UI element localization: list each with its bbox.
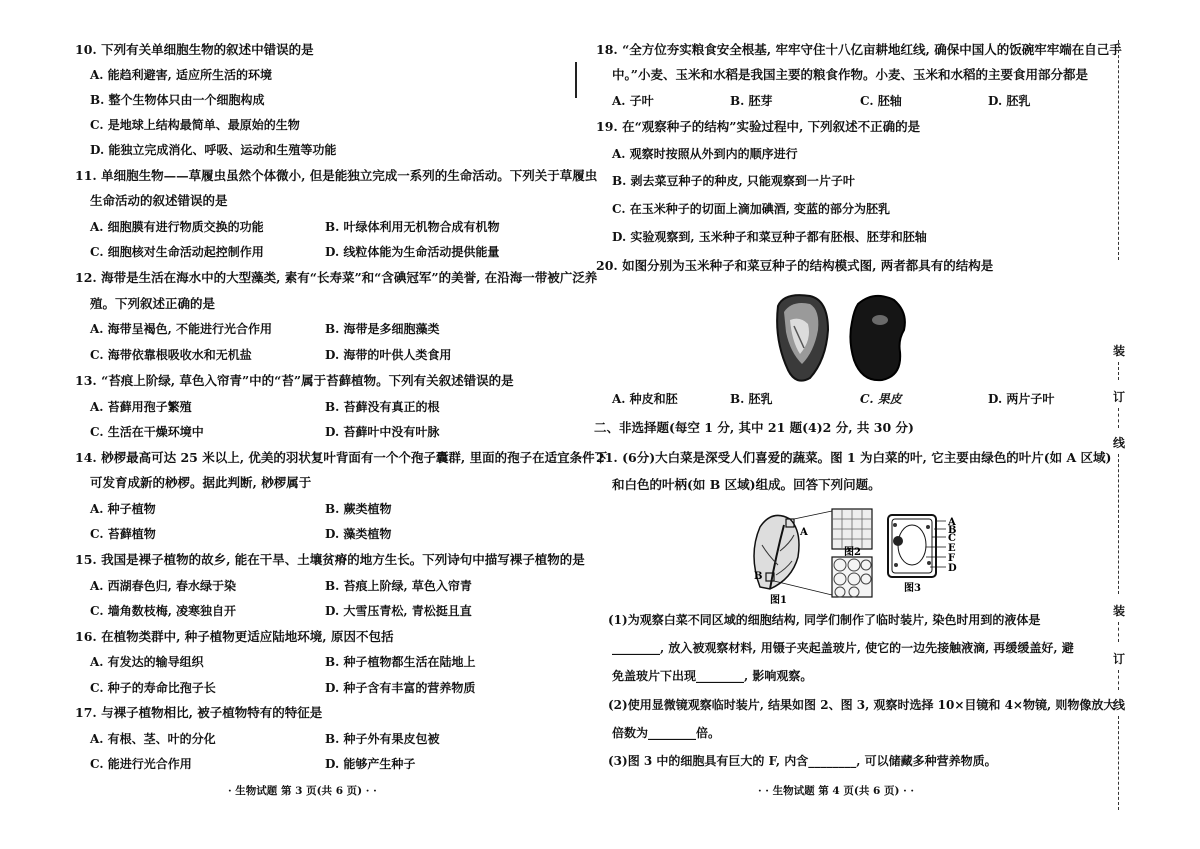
q10-option-c: C. 是地球上结构最简单、最原始的生物: [90, 118, 300, 132]
question-12-stem-cont: 殖。下列叙述正确的是: [90, 296, 216, 311]
q14-option-d: D. 藻类植物: [325, 527, 392, 541]
question-16-stem: 16. 在植物类群中, 种子植物更适应陆地环境, 原因不包括: [75, 629, 394, 644]
cell-label-F: F: [948, 553, 956, 564]
q16-option-d: D. 种子含有丰富的营养物质: [325, 681, 476, 695]
binding-margin: [1112, 40, 1126, 810]
binding-dash-line: [1118, 408, 1119, 428]
q17-option-c: C. 能进行光合作用: [90, 757, 192, 771]
question-14-stem-cont: 可发育成新的桫椤。据此判断, 桫椤属于: [90, 475, 312, 490]
q19-option-d: D. 实验观察到, 玉米种子和菜豆种子都有胚根、胚芽和胚轴: [612, 230, 927, 244]
q13-option-d: D. 苔藓叶中没有叶脉: [325, 425, 440, 439]
question-12-stem: 12. 海带是生活在海水中的大型藻类, 素有“长寿菜”和“含碘冠军”的美誉, 在沿海一带被广泛养: [75, 270, 598, 285]
q18-option-a: A. 子叶: [612, 94, 654, 108]
q19-option-a: A. 观察时按照从外到内的顺序进行: [612, 147, 798, 161]
q17-option-b: B. 种子外有果皮包被: [325, 732, 440, 746]
figure-2-caption: 图2: [844, 547, 861, 558]
binding-char: 订: [1112, 390, 1125, 404]
cabbage-figures: [740, 505, 960, 605]
q17-option-a: A. 有根、茎、叶的分化: [90, 732, 216, 746]
question-18-stem-cont: 中。”小麦、玉米和水稻是我国主要的粮食作物。小麦、玉米和水稻的主要食用部分都是: [612, 67, 1088, 82]
q13-option-a: A. 苔藓用孢子繁殖: [90, 400, 192, 414]
question-13-stem: 13. “苔痕上阶绿, 草色入帘青”中的“苔”属于苔藓植物。下列有关叙述错误的是: [75, 373, 514, 388]
q13-option-c: C. 生活在干燥环境中: [90, 425, 204, 439]
question-10-stem: 10. 下列有关单细胞生物的叙述中错误的是: [75, 42, 314, 57]
question-17-stem: 17. 与裸子植物相比, 被子植物特有的特征是: [75, 705, 323, 720]
q10-option-d: D. 能独立完成消化、呼吸、运动和生殖等功能: [90, 143, 337, 157]
q11-option-a: A. 细胞膜有进行物质交换的功能: [90, 220, 264, 234]
q10-option-b: B. 整个生物体只由一个细胞构成: [90, 93, 265, 107]
q12-option-b: B. 海带是多细胞藻类: [325, 322, 440, 336]
q12-option-c: C. 海带依靠根吸收水和无机盐: [90, 348, 252, 362]
q15-option-b: B. 苔痕上阶绿, 草色入帘青: [325, 579, 472, 593]
cell-label-D: D: [948, 563, 957, 574]
q16-option-c: C. 种子的寿命比孢子长: [90, 681, 216, 695]
question-21-stem: 21. (6分)大白菜是深受人们喜爱的蔬菜。图 1 为白菜的叶, 它主要由绿色的叶片(如 A 区域): [596, 450, 1112, 465]
q11-option-b: B. 叶绿体利用无机物合成有机物: [325, 220, 500, 234]
q11-option-c: C. 细胞核对生命活动起控制作用: [90, 245, 264, 259]
cell-label-E: E: [948, 543, 956, 554]
question-11-stem-cont: 生命活动的叙述错误的是: [90, 193, 228, 208]
q18-option-b: B. 胚芽: [730, 94, 773, 108]
question-20-stem: 20. 如图分别为玉米种子和菜豆种子的结构模式图, 两者都具有的结构是: [596, 258, 994, 273]
cell-label-C: C: [948, 533, 956, 544]
q20-option-b: B. 胚乳: [730, 392, 773, 406]
q18-option-c: C. 胚轴: [860, 94, 902, 108]
q21-part1-line2: ________, 放入被观察材料, 用镊子夹起盖玻片, 使它的一边先接触液滴, 再缓缓盖好, 避: [612, 641, 1074, 655]
q10-option-a: A. 能趋利避害, 适应所生活的环境: [90, 68, 273, 82]
q20-option-d: D. 两片子叶: [988, 392, 1055, 406]
q21-part2-line1: (2)使用显微镜观察临时装片, 结果如图 2、图 3, 观察时选择 10×目镜和 4×物镜, 则物像放大: [608, 698, 1116, 712]
binding-char: 装: [1112, 604, 1125, 618]
q19-option-c: C. 在玉米种子的切面上滴加碘酒, 变蓝的部分为胚乳: [612, 202, 891, 216]
q20-option-a: A. 种皮和胚: [612, 392, 678, 406]
binding-dash-line: [1118, 362, 1119, 380]
question-21-stem-cont: 和白色的叶柄(如 B 区域)组成。回答下列问题。: [612, 477, 881, 492]
figure-1-caption: 图1: [770, 595, 787, 605]
q14-option-c: C. 苔藓植物: [90, 527, 156, 541]
question-19-stem: 19. 在“观察种子的结构”实验过程中, 下列叙述不正确的是: [596, 119, 921, 134]
cell-label-A: A: [948, 517, 956, 528]
binding-char: 线: [1112, 698, 1125, 712]
q21-part1-line3: 免盖玻片下出现________, 影响观察。: [612, 669, 813, 683]
q20-option-c: C. 果皮: [860, 392, 902, 406]
q21-part3-line1: (3)图 3 中的细胞具有巨大的 F, 内含________, 可以储藏多种营养物质。: [608, 754, 997, 768]
q11-option-d: D. 线粒体能为生命活动提供能量: [325, 245, 500, 259]
question-18-stem: 18. “全方位夯实粮食安全根基, 牢牢守住十八亿亩耕地红线, 确保中国人的饭碗牢牢端在自己手: [596, 42, 1122, 57]
binding-char: 订: [1112, 652, 1125, 666]
q15-option-a: A. 西湖春色归, 春水绿于染: [90, 579, 237, 593]
figure-3-caption: 图3: [904, 583, 921, 594]
binding-dash-line: [1118, 716, 1119, 810]
question-14-stem: 14. 桫椤最高可达 25 米以上, 优美的羽状复叶背面有一个个孢子囊群, 里面的孢子在适宜条件下: [75, 450, 608, 465]
q21-part1-line1: (1)为观察白菜不同区域的细胞结构, 同学们制作了临时装片, 染色时用到的液体是: [608, 613, 1041, 627]
q19-option-b: B. 剥去菜豆种子的种皮, 只能观察到一片子叶: [612, 174, 855, 188]
leaf-label-A: A: [800, 527, 808, 538]
leaf-label-B: B: [754, 571, 763, 582]
q16-option-a: A. 有发达的输导组织: [90, 655, 204, 669]
binding-dash-line: [1118, 40, 1119, 260]
binding-dash-line: [1118, 454, 1119, 594]
q14-option-a: A. 种子植物: [90, 502, 156, 516]
question-15-stem: 15. 我国是裸子植物的故乡, 能在干旱、土壤贫瘠的地方生长。下列诗句中描写裸子植物的是: [75, 552, 585, 567]
corn-seed-image: [777, 295, 828, 381]
question-11-stem: 11. 单细胞生物——草履虫虽然个体微小, 但是能独立完成一系列的生命活动。下列关于草履虫: [75, 168, 598, 183]
q15-option-d: D. 大雪压青松, 青松挺且直: [325, 604, 472, 618]
q12-option-a: A. 海带呈褐色, 不能进行光合作用: [90, 322, 273, 336]
binding-dash-line: [1118, 670, 1119, 690]
binding-char: 装: [1112, 344, 1125, 358]
page-divider: [575, 62, 577, 98]
q21-part2-line2: 倍数为________倍。: [612, 726, 721, 740]
binding-char: 线: [1112, 436, 1125, 450]
bean-seed-image: [850, 296, 904, 380]
right-page-footer: · · 生物试题 第 4 页(共 6 页) · ·: [758, 785, 915, 797]
q18-option-d: D. 胚乳: [988, 94, 1031, 108]
q12-option-d: D. 海带的叶供人类食用: [325, 348, 452, 362]
section-2-heading: 二、非选择题(每空 1 分, 其中 21 题(4)2 分, 共 30 分): [594, 420, 914, 435]
q17-option-d: D. 能够产生种子: [325, 757, 416, 771]
q14-option-b: B. 蕨类植物: [325, 502, 392, 516]
cell-label-B: B: [948, 525, 957, 536]
left-page-footer: · 生物试题 第 3 页(共 6 页) · ·: [228, 785, 377, 797]
right-page: [590, 0, 1122, 849]
binding-dash-line: [1118, 622, 1119, 642]
q13-option-b: B. 苔藓没有真正的根: [325, 400, 440, 414]
q16-option-b: B. 种子植物都生活在陆地上: [325, 655, 476, 669]
seed-figure: [770, 290, 910, 386]
figure-3-cell: [888, 515, 936, 577]
q15-option-c: C. 墙角数枝梅, 凌寒独自开: [90, 604, 237, 618]
